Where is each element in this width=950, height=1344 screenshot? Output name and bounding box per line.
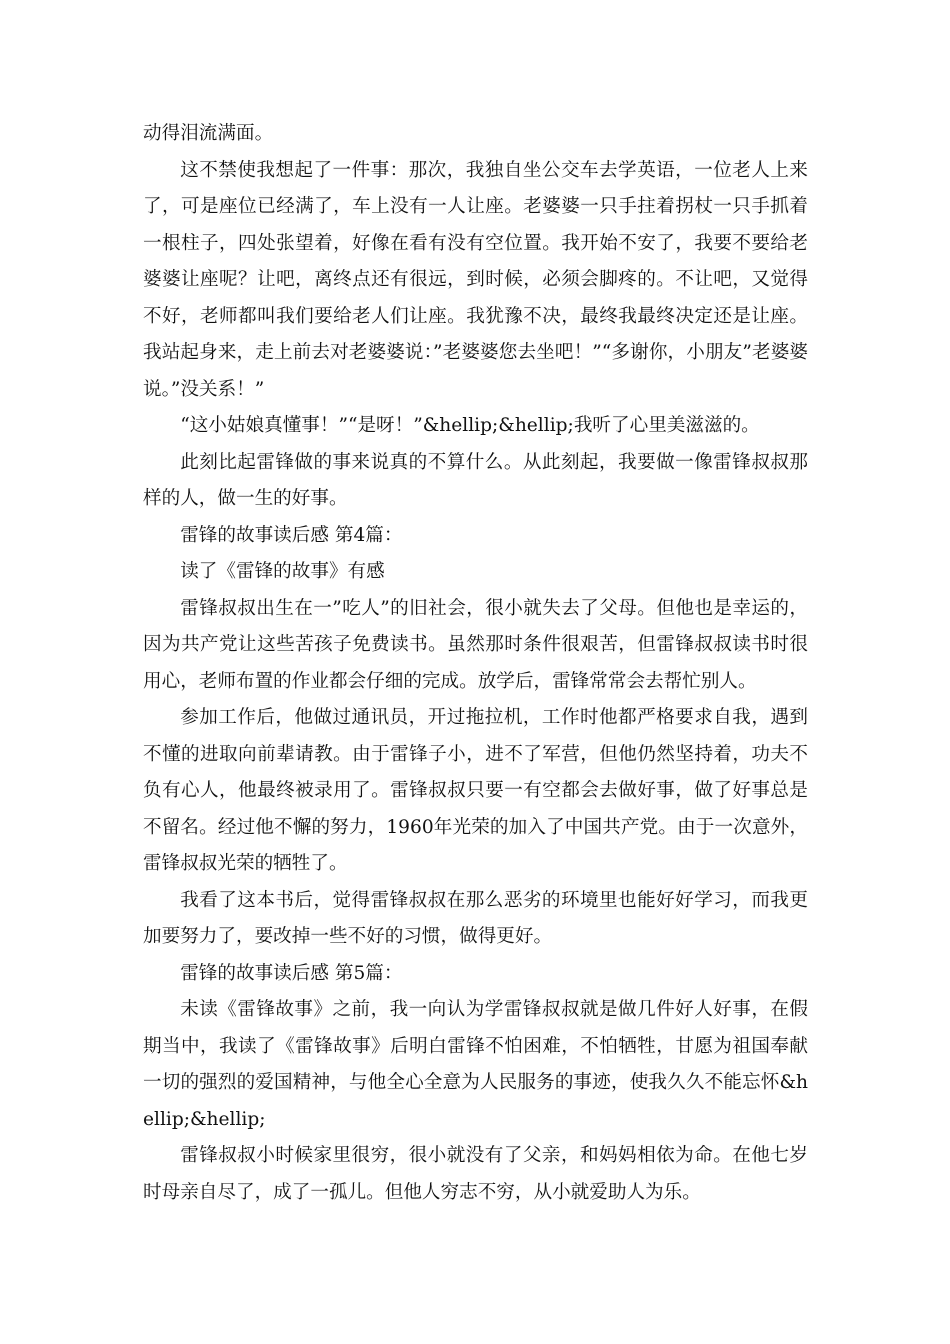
paragraph: 此刻比起雷锋做的事来说真的不算什么。从此刻起，我要做一像雷锋叔叔那样的人，做一生的好事。 bbox=[143, 451, 808, 509]
paragraph: 动得泪流满面。 bbox=[143, 123, 274, 144]
paragraph: 雷锋叔叔小时候家里很穷，很小就没有了父亲，和妈妈相依为命。在他七岁时母亲自尽了，成了一孤儿。但他人穷志不穷，从小就爱助人为乐。 bbox=[143, 1145, 808, 1203]
paragraph: “这小姑娘真懂事！”“是呀！”&hellip;&hellip;我听了心里美滋滋的。 bbox=[180, 415, 760, 436]
section-heading: 雷锋的故事读后感 第4篇： bbox=[180, 524, 403, 546]
paragraph: 未读《雷锋故事》之前，我一向认为学雷锋叔叔就是做几件好人好事，在假期当中，我读了《雷锋故事》后明白雷锋不怕困难，不怕牺牲，甘愿为祖国奉献一切的强烈的爱国精神，与他全心全意为人民服务的事迹，使我久久不能忘怀&hellip;&hellip; bbox=[143, 999, 808, 1130]
paragraph: 雷锋叔叔出生在一”吃人”的旧社会，很小就失去了父母。但他也是幸运的，因为共产党让这些苦孩子免费读书。虽然那时条件很艰苦，但雷锋叔叔读书时很用心，老师布置的作业都会仔细的完成。放学后，雷锋常常会去帮忙别人。 bbox=[143, 597, 808, 692]
paragraph: 这不禁使我想起了一件事：那次，我独自坐公交车去学英语，一位老人上来了，可是座位已经满了，车上没有一人让座。老婆婆一只手拄着拐杖一只手抓着一根柱子，四处张望着，好像在看有没有空位置。我开始不安了，我要不要给老婆婆让座呢？让吧，离终点还有很远，到时候，必须会脚疼的。不让吧，又觉得不好，老师都叫我们要给老人们让座。我犹豫不决，最终我最终决定还是让座。我站起身来，走上前去对老婆婆说：”老婆婆您去坐吧！”“多谢你，小朋友”老婆婆说。”没关系！” bbox=[143, 159, 808, 400]
subtitle: 读了《雷锋的故事》有感 bbox=[180, 561, 385, 582]
document-body bbox=[143, 116, 808, 1211]
paragraph: 我看了这本书后，觉得雷锋叔叔在那么恶劣的环境里也能好好学习，而我更加要努力了，要改掉一些不好的习惯，做得更好。 bbox=[143, 889, 808, 947]
section-heading: 雷锋的故事读后感 第5篇： bbox=[180, 962, 403, 984]
paragraph: 参加工作后，他做过通讯员，开过拖拉机，工作时他都严格要求自我，遇到不懂的进取向前辈请教。由于雷锋子小，进不了军营，但他仍然坚持着，功夫不负有心人，他最终被录用了。雷锋叔叔只要一有空都会去做好事，做了好事总是不留名。经过他不懈的努力，1960年光荣的加入了中国共产党。由于一次意外，雷锋叔叔光荣的牺牲了。 bbox=[143, 707, 808, 874]
